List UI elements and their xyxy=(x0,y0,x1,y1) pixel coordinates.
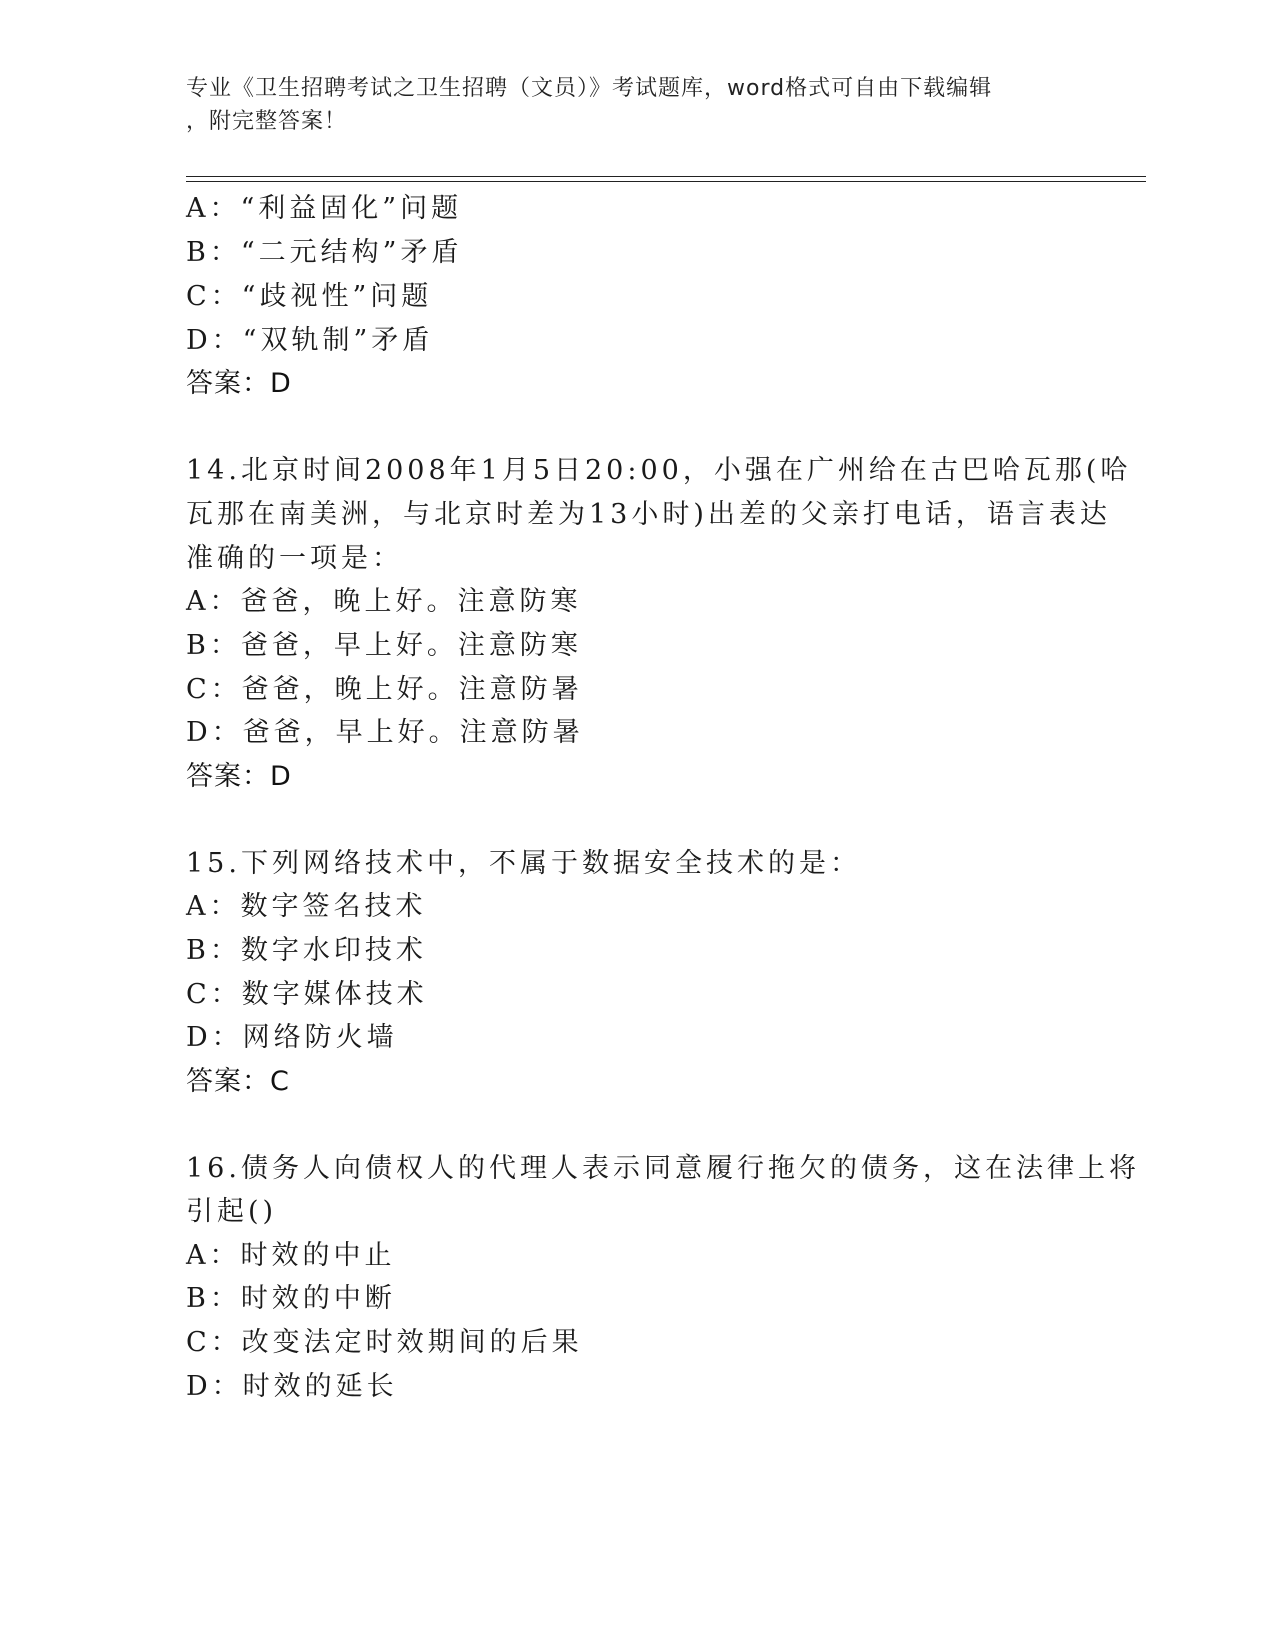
q15-answer: 答案：C xyxy=(186,1066,290,1097)
q14-option-a: A：爸爸，晚上好。注意防寒 xyxy=(186,586,582,617)
q13-option-a: A：“利益固化”问题 xyxy=(186,193,463,224)
q15-stem-line-1: 15.下列网络技术中，不属于数据安全技术的是： xyxy=(186,848,861,879)
q13-option-d: D：“双轨制”矛盾 xyxy=(186,325,434,356)
q13-answer: 答案：D xyxy=(186,368,292,399)
q14-stem-line-1: 14.北京时间2008年1月5日20:00，小强在广州给在古巴哈瓦那(哈 xyxy=(186,455,1132,486)
header-divider-bottom xyxy=(186,181,1146,182)
q14-option-d: D：爸爸，早上好。注意防暑 xyxy=(186,717,584,748)
q13-option-c: C：“歧视性”问题 xyxy=(186,281,433,312)
q14-answer: 答案：D xyxy=(186,761,292,792)
header-line-2: ，附完整答案！ xyxy=(186,109,348,134)
q16-stem-line-1: 16.债务人向债权人的代理人表示同意履行拖欠的债务，这在法律上将 xyxy=(186,1153,1140,1184)
q16-option-a: A：时效的中止 xyxy=(186,1240,396,1271)
q15-option-a: A：数字签名技术 xyxy=(186,891,427,922)
q14-option-c: C：爸爸，晚上好。注意防暑 xyxy=(186,674,583,705)
q16-option-d: D：时效的延长 xyxy=(186,1371,398,1402)
q13-option-b: B：“二元结构”矛盾 xyxy=(186,237,463,268)
q16-stem-line-2: 引起() xyxy=(186,1196,278,1227)
q16-option-b: B：时效的中断 xyxy=(186,1283,396,1314)
q15-option-b: B：数字水印技术 xyxy=(186,935,427,966)
q14-option-b: B：爸爸，早上好。注意防寒 xyxy=(186,630,582,661)
header-line-1: 专业《卫生招聘考试之卫生招聘（文员）》考试题库，word格式可自由下载编辑 xyxy=(186,76,993,101)
header-divider-top xyxy=(186,176,1146,177)
q15-option-c: C：数字媒体技术 xyxy=(186,979,428,1010)
q15-option-d: D：网络防火墙 xyxy=(186,1022,398,1053)
q14-stem-line-2: 瓦那在南美洲，与北京时差为13小时)出差的父亲打电话，语言表达 xyxy=(186,499,1111,530)
q14-stem-line-3: 准确的一项是： xyxy=(186,543,403,574)
document-header xyxy=(186,72,1066,138)
q16-option-c: C：改变法定时效期间的后果 xyxy=(186,1327,583,1358)
